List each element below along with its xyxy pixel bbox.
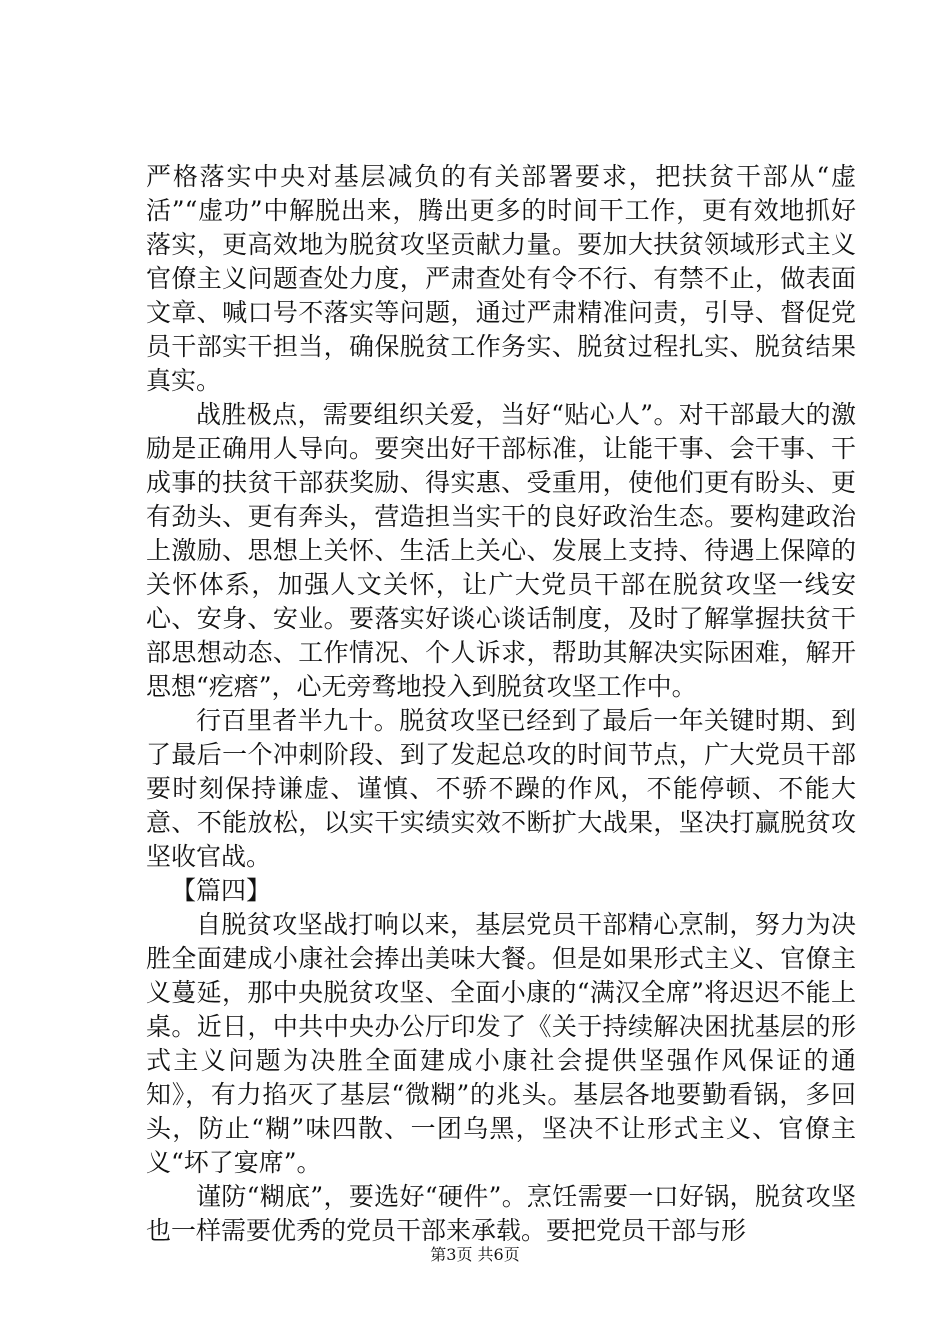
paragraph-2: 战胜极点，需要组织关爱，当好“贴心人”。对干部最大的激励是正确用人导向。要突出好干部标准，让能干事、会干事、干成事的扶贫干部获奖励、得实惠、受重用，使他们更有盼头、更有劲头、更有奔头，营造担当实干的良好政治生态。要构建政治上激励、思想上关怀、生活上关心、发展上支持、待遇上保障的关怀体系，加强人文关怀，让广大党员干部在脱贫攻坚一线安心、安身、安业。要落实好谈心谈话制度，及时了解掌握扶贫干部思想动态、工作情况、个人诉求，帮助其解决实际困难，解开思想“疙瘩”，心无旁骛地投入到脱贫攻坚工作中。 — [146, 400, 856, 701]
paragraph-3: 行百里者半九十。脱贫攻坚已经到了最后一年关键时期、到了最后一个冲刺阶段、到了发起总攻的时间节点，广大党员干部要时刻保持谦虚、谨慎、不骄不躁的作风，不能停顿、不能大意、不能放松，以实干实绩实效不断扩大战果，坚决打赢脱贫攻坚收官战。 — [146, 706, 856, 871]
document-body — [146, 160, 856, 1248]
paragraph-1: 严格落实中央对基层减负的有关部署要求，把扶贫干部从“虚活”“虚功”中解脱出来，腾出更多的时间干工作，更有效地抓好落实，更高效地为脱贫攻坚贡献力量。要加大扶贫领域形式主义官僚主义问题查处力度，严肃查处有令不行、有禁不止，做表面文章、喊口号不落实等问题，通过严肃精准问责，引导、督促党员干部实干担当，确保脱贫工作务实、脱贫过程扎实、脱贫结果真实。 — [146, 162, 856, 395]
section-heading: 【篇四】 — [171, 876, 272, 905]
page-footer: 第3页 共6页 — [430, 1245, 520, 1264]
paragraph-5: 谨防“糊底”，要选好“硬件”。烹饪需要一口好锅，脱贫攻坚也一样需要优秀的党员干部来承载。要把党员干部与形 — [146, 1182, 856, 1245]
paragraph-4: 自脱贫攻坚战打响以来，基层党员干部精心烹制，努力为决胜全面建成小康社会捧出美味大餐。但是如果形式主义、官僚主义蔓延，那中央脱贫攻坚、全面小康的“满汉全席”将迟迟不能上桌。近日，中共中央办公厅印发了《关于持续解决困扰基层的形式主义问题为决胜全面建成小康社会提供坚强作风保证的通知》，有力掐灭了基层“微糊”的兆头。基层各地要勤看锅，多回头，防止“糊”味四散、一团乌黑，坚决不让形式主义、官僚主义“坏了宴席”。 — [146, 910, 856, 1177]
